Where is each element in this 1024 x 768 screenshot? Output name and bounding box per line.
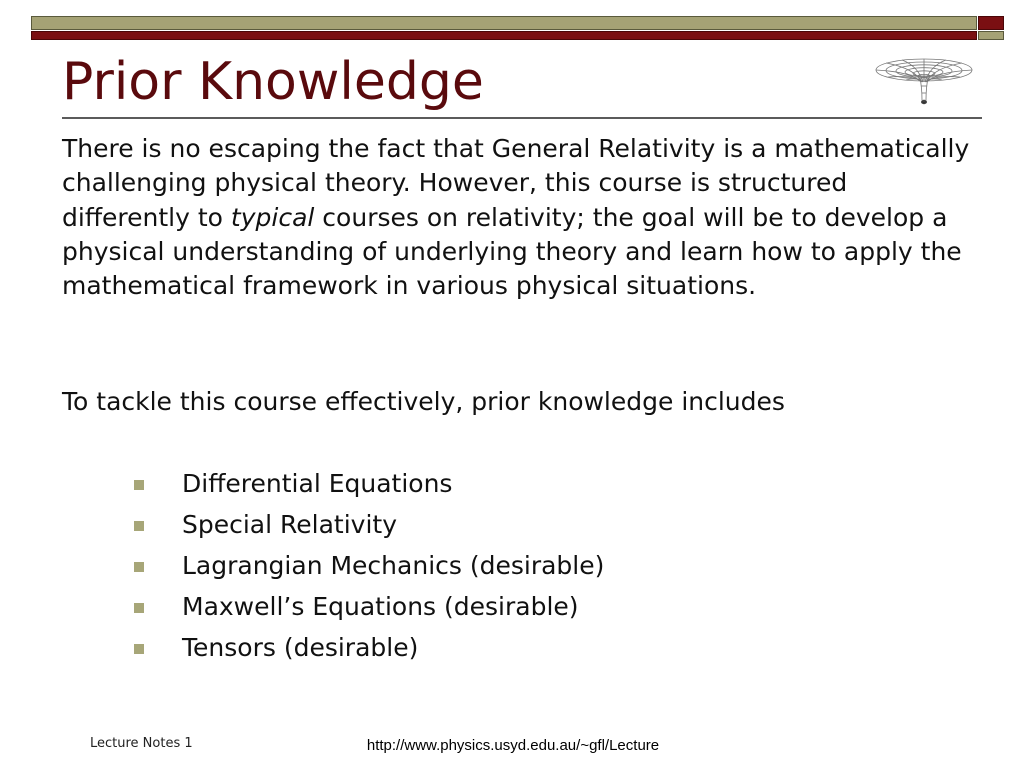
list-item-text: Differential Equations bbox=[182, 469, 453, 498]
list-item-text: Lagrangian Mechanics (desirable) bbox=[182, 551, 605, 580]
square-bullet-icon bbox=[134, 562, 144, 572]
list-item-text: Special Relativity bbox=[182, 510, 398, 539]
spacetime-funnel-icon bbox=[872, 48, 976, 108]
title-divider bbox=[62, 117, 982, 119]
header-square-red bbox=[978, 16, 1004, 30]
square-bullet-icon bbox=[134, 521, 144, 531]
intro-text-end: courses on relativity; the goal will be to develop a physical understanding of underlying theory and learn how to apply the mathematical framework in various physical situations. bbox=[62, 202, 962, 301]
slide-title: Prior Knowledge bbox=[62, 52, 484, 112]
list-item-text: Maxwell’s Equations (desirable) bbox=[182, 592, 579, 621]
header-bar-olive bbox=[31, 16, 977, 30]
list-item-text: Tensors (desirable) bbox=[182, 633, 419, 662]
square-bullet-icon bbox=[134, 603, 144, 613]
square-bullet-icon bbox=[134, 644, 144, 654]
footer-lecture-label: Lecture Notes 1 bbox=[90, 736, 193, 751]
intro-paragraph bbox=[62, 132, 982, 303]
intro-text-start: There is no escaping the fact that General Relativity is a mathematically challenging physical theory. However, this course is structured differently to bbox=[62, 134, 970, 232]
header-square-olive bbox=[978, 31, 1004, 40]
intro-emphasis: typical bbox=[230, 202, 315, 232]
footer-url-link[interactable]: http://www.physics.usyd.edu.au/~gfl/Lecture bbox=[366, 737, 660, 754]
prerequisites-intro: To tackle this course effectively, prior knowledge includes bbox=[62, 387, 785, 416]
square-bullet-icon bbox=[134, 480, 144, 490]
header-bar-red bbox=[31, 31, 977, 40]
